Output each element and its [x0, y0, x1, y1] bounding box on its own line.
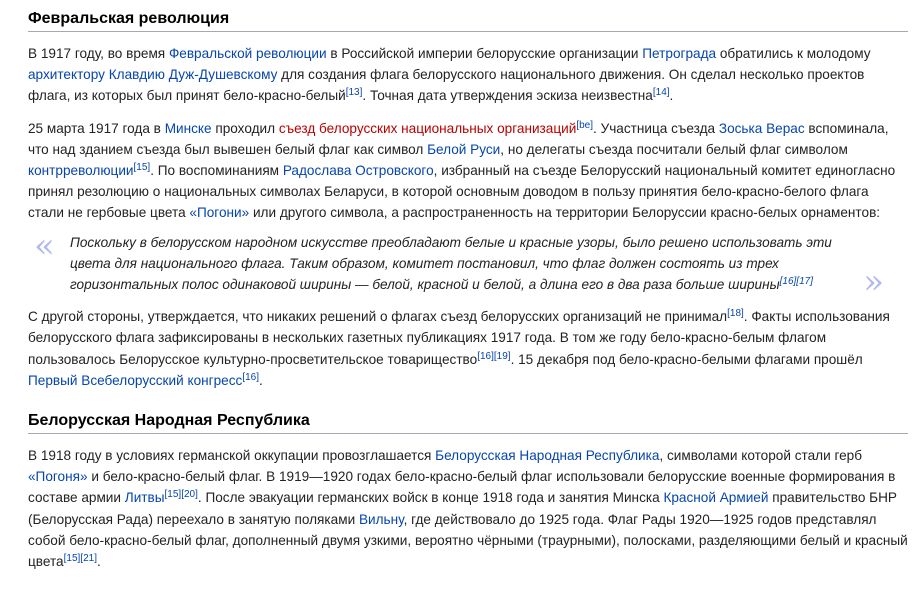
link-pogonya[interactable]: «Погони» [189, 205, 250, 221]
ref-link[interactable]: [13] [345, 87, 363, 99]
ref-17[interactable] [796, 276, 813, 287]
ref-link[interactable]: [18] [727, 308, 744, 320]
link-white-ruthenia[interactable]: Белой Руси [427, 141, 501, 157]
ref-16c[interactable] [242, 372, 259, 383]
ref-link[interactable]: [21] [80, 553, 97, 565]
text: обратились к молодому [716, 46, 871, 61]
text: . Точная дата утверждения эскиза неизвестна [362, 88, 653, 104]
text: и бело-красно-белый флаг. В 1919—1920 годах бело-красно-белый флаг использовали белорусские военные формирования в составе армии [28, 469, 896, 506]
text: 25 марта 1917 года в [28, 120, 165, 136]
text: для создания флага белорусского национального движения. Он сделал несколько проектов флага, из которых был принят бело-красно-белый [28, 67, 865, 104]
link-petrograd[interactable]: Петрограда [642, 46, 717, 61]
open-quote-mark: « [34, 225, 55, 266]
text: . [96, 554, 101, 570]
ref-link[interactable]: [16] [242, 371, 259, 383]
link-architect[interactable]: архитектору [28, 67, 105, 83]
link-counter-revolution[interactable]: контрреволюции [28, 163, 134, 179]
link-lithuania[interactable]: Литвы [124, 490, 165, 506]
ref-be[interactable] [576, 120, 593, 131]
text: . [669, 88, 674, 104]
text: , символами которой стали герб [659, 448, 863, 464]
text: в Российской империи белорусские организации [326, 46, 643, 61]
text: В 1918 году в условиях германской оккупации провозглашается [28, 448, 436, 464]
ref-16b[interactable] [477, 351, 494, 362]
close-quote-mark: » [863, 262, 884, 303]
section-heading-february-revolution: Февральская революция [28, 6, 908, 32]
link-pogonya-coat[interactable]: «Погоня» [28, 469, 88, 485]
ref-link[interactable]: [15] [164, 489, 182, 501]
link-vilnius[interactable]: Вильну [358, 511, 404, 527]
ref-link[interactable]: [19] [493, 350, 511, 362]
ref-link[interactable]: [15] [63, 553, 81, 565]
ref-20[interactable] [181, 489, 198, 500]
quote-text: Поскольку в белорусском народном искусстве преобладают белые и красные узоры, было решено использовать эти цвета для национального флага. Таким образом, комитет постановил, что флаг должен состоять из трех горизонтальных полос одинаковой ширины — белой, красной и белой, а длина его в два раза больше ширины [70, 234, 832, 293]
ref-13[interactable] [346, 87, 363, 98]
ref-link[interactable]: [16] [779, 276, 797, 288]
link-radoslav-ostrovsky[interactable]: Радослава Островского [282, 163, 434, 179]
text: вспоминала, что над зданием съезда был вывешен белый флаг как символ [28, 120, 889, 157]
ref-link[interactable]: [be] [576, 119, 594, 131]
link-zoska-veras[interactable]: Зоська Верас [718, 120, 805, 136]
link-minsk[interactable]: Минске [164, 120, 212, 136]
ref-19[interactable] [494, 351, 511, 362]
text: В 1917 году, во время [28, 46, 169, 61]
ref-link[interactable]: [16] [477, 350, 494, 362]
ref-15c[interactable] [64, 553, 81, 564]
link-february-revolution[interactable]: Февральской революции [168, 46, 327, 61]
link-congress-belarusian-organizations[interactable]: съезд белорусских национальных организаций [278, 120, 577, 136]
text: . Участница съезда [593, 120, 719, 136]
ref-21[interactable] [80, 553, 97, 564]
link-red-army[interactable]: Красной Армией [663, 490, 769, 506]
text: , избранный на съезде Белорусский национальный комитет единогласно принял резолюцию о национальных символах Беларуси, в которой основным доводом в пользу принятия бело-красно-белого флага стали не гербовые цвета [28, 163, 896, 221]
paragraph-bnr-1918 [28, 445, 908, 572]
blockquote-resolution [28, 225, 908, 303]
text: . Факты использования белорусского флага зафиксированы в нескольких газетных публикациях 1917 года. В том же году бело-красно-белым флагом пользовалось Белорусское культурно-просветительское товарищество [28, 309, 890, 367]
link-first-all-belarusian-congress[interactable]: Первый Всебелорусский конгресс [28, 372, 243, 388]
ref-link[interactable]: [14] [652, 87, 670, 99]
section-heading-bnr: Белорусская Народная Республика [28, 408, 908, 434]
text: , где действовало до 1925 года. Флаг Рады 1920—1925 годов представлял собой бело-красно-белый флаг, дополненный двумя узкими, вероятно чёрными (траурными), полосками, разделяющими белый и красный цвета [28, 511, 908, 570]
ref-16[interactable] [780, 276, 797, 287]
text: . [259, 372, 263, 388]
ref-18[interactable] [727, 308, 744, 319]
text: . После эвакуации германских войск в конце 1918 года и занятия Минска [197, 490, 664, 506]
link-klavdiy-duzh-dushevsky[interactable]: Клавдию Дуж-Душевскому [108, 67, 278, 83]
text: проходил [211, 120, 279, 136]
ref-link[interactable]: [17] [796, 276, 813, 288]
paragraph-1917-architect [28, 43, 908, 107]
text: или другого символа, а распространенность на территории Белоруссии красно-белых орнаментов: [249, 205, 881, 221]
text: С другой стороны, утверждается, что никаких решений о флагах съезд белорусских организаций не принимал [28, 309, 728, 325]
text: , но делегаты съезда посчитали белый флаг символом [500, 141, 848, 157]
ref-15b[interactable] [165, 489, 182, 500]
ref-link[interactable]: [15] [133, 162, 151, 174]
ref-14[interactable] [653, 87, 670, 98]
paragraph-congress-1917 [28, 118, 908, 224]
link-belarusian-peoples-republic[interactable]: Белорусская Народная Республика [435, 448, 660, 464]
ref-15[interactable] [134, 162, 151, 173]
text: . По воспоминаниям [150, 163, 283, 179]
text: . 15 декабря под бело-красно-белыми флагами прошёл [510, 351, 863, 367]
paragraph-other-side [28, 306, 908, 391]
text: правительство БНР (Белорусская Рада) переехало в занятую поляками [28, 490, 897, 527]
ref-link[interactable]: [20] [181, 489, 198, 501]
